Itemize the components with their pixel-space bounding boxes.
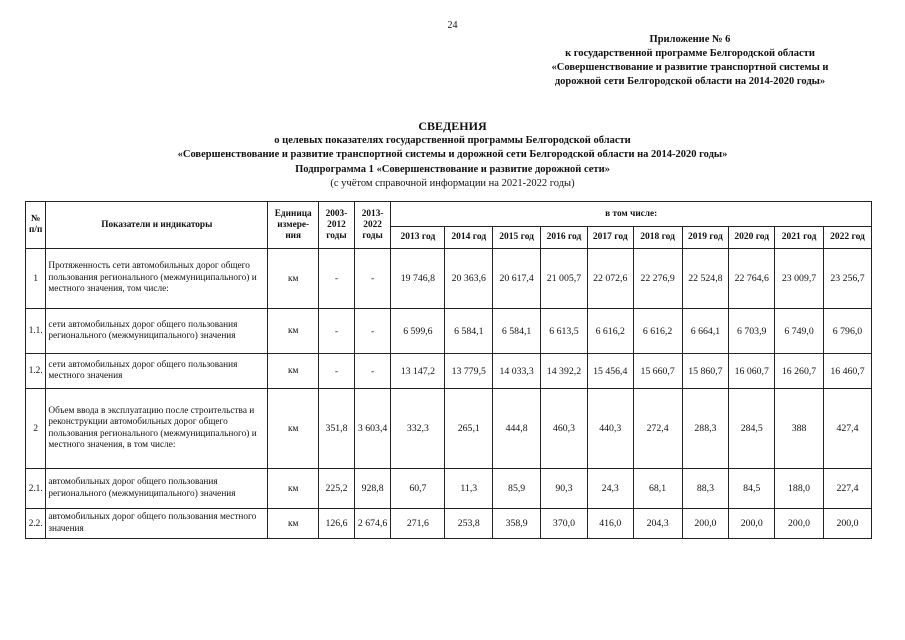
row-period-2-value: - — [354, 249, 391, 309]
table-row — [26, 469, 872, 509]
row-year-value: 332,3 — [391, 389, 445, 469]
row-year-value: 6 749,0 — [775, 309, 824, 354]
row-year-value: 416,0 — [587, 509, 633, 539]
row-unit: км — [268, 309, 319, 354]
row-unit: км — [268, 509, 319, 539]
appendix-line-3: «Совершенствование и развитие транспортной системы и — [551, 62, 829, 73]
title-line-4: (с учётом справочной информации на 2021-2022 годы) — [330, 178, 575, 189]
row-unit: км — [268, 389, 319, 469]
row-indicator-name: автомобильных дорог общего пользования регионального (межмуниципального) значения — [46, 469, 268, 509]
row-period-1-value: - — [319, 354, 355, 389]
row-year-value: 22 072,6 — [587, 249, 633, 309]
row-year-value: 14 033,3 — [493, 354, 541, 389]
row-year-value: 200,0 — [729, 509, 775, 539]
page-number: 24 — [447, 20, 458, 31]
row-year-value: 265,1 — [445, 389, 493, 469]
row-year-value: 6 613,5 — [541, 309, 588, 354]
row-year-value: 460,3 — [541, 389, 588, 469]
header-year: 2020 год — [729, 227, 775, 249]
row-indicator-name: Объем ввода в эксплуатацию после строительства и реконструкции автомобильных дорог общего пользования регионального (межмуниципального) и местного значения, в том числе: — [46, 389, 268, 469]
row-year-value: 6 616,2 — [633, 309, 682, 354]
row-indicator-name: сети автомобильных дорог общего пользования регионального (межмуниципального) значения — [46, 309, 268, 354]
header-year: 2022 год — [823, 227, 871, 249]
row-year-value: 15 660,7 — [633, 354, 682, 389]
row-year-value: 20 363,6 — [445, 249, 493, 309]
header-num: № п/п — [26, 202, 46, 249]
row-year-value: 6 664,1 — [682, 309, 729, 354]
header-year: 2016 год — [541, 227, 588, 249]
row-year-value: 13 779,5 — [445, 354, 493, 389]
row-year-value: 19 746,8 — [391, 249, 445, 309]
row-year-value: 6 703,9 — [729, 309, 775, 354]
title-heading: СВЕДЕНИЯ — [418, 119, 487, 133]
row-year-value: 427,4 — [823, 389, 871, 469]
row-period-2-value: - — [354, 354, 391, 389]
table-row — [26, 249, 872, 309]
row-year-value: 16 260,7 — [775, 354, 824, 389]
row-year-value: 253,8 — [445, 509, 493, 539]
row-number: 2 — [26, 389, 46, 469]
row-year-value: 90,3 — [541, 469, 588, 509]
row-year-value: 358,9 — [493, 509, 541, 539]
header-period-2: 2013-2022 годы — [354, 202, 391, 249]
row-period-1-value: - — [319, 309, 355, 354]
row-period-2-value: 928,8 — [354, 469, 391, 509]
table-row — [26, 309, 872, 354]
row-year-value: 200,0 — [775, 509, 824, 539]
row-year-value: 22 764,6 — [729, 249, 775, 309]
row-year-value: 272,4 — [633, 389, 682, 469]
row-year-value: 388 — [775, 389, 824, 469]
table-row — [26, 354, 872, 389]
row-unit: км — [268, 249, 319, 309]
row-year-value: 271,6 — [391, 509, 445, 539]
header-unit: Единица измере-ния — [268, 202, 319, 249]
header-year: 2014 год — [445, 227, 493, 249]
indicators-table — [25, 201, 872, 539]
appendix-header — [530, 33, 850, 89]
row-year-value: 21 005,7 — [541, 249, 588, 309]
row-indicator-name: Протяженность сети автомобильных дорог общего пользования регионального (межмуниципального) и местного значения, том числе: — [46, 249, 268, 309]
row-period-2-value: - — [354, 309, 391, 354]
appendix-line-2: к государственной программе Белгородской области — [565, 48, 815, 59]
row-year-value: 14 392,2 — [541, 354, 588, 389]
row-year-value: 440,3 — [587, 389, 633, 469]
row-year-value: 88,3 — [682, 469, 729, 509]
table-row — [26, 389, 872, 469]
row-year-value: 23 256,7 — [823, 249, 871, 309]
header-period-1: 2003-2012 годы — [319, 202, 355, 249]
header-indicator: Показатели и индикаторы — [46, 202, 268, 249]
row-indicator-name: сети автомобильных дорог общего пользования местного значения — [46, 354, 268, 389]
row-period-1-value: 351,8 — [319, 389, 355, 469]
row-year-value: 20 617,4 — [493, 249, 541, 309]
appendix-line-1: Приложение № 6 — [649, 34, 731, 45]
row-year-value: 22 276,9 — [633, 249, 682, 309]
row-year-value: 200,0 — [823, 509, 871, 539]
header-year: 2021 год — [775, 227, 824, 249]
appendix-line-4: дорожной сети Белгородской области на 2014-2020 годы» — [554, 76, 826, 87]
row-number: 1.1. — [26, 309, 46, 354]
row-year-value: 188,0 — [775, 469, 824, 509]
row-year-value: 85,9 — [493, 469, 541, 509]
row-year-value: 16 460,7 — [823, 354, 871, 389]
row-number: 2.1. — [26, 469, 46, 509]
row-year-value: 6 796,0 — [823, 309, 871, 354]
row-year-value: 60,7 — [391, 469, 445, 509]
row-year-value: 16 060,7 — [729, 354, 775, 389]
row-year-value: 84,5 — [729, 469, 775, 509]
row-year-value: 15 456,4 — [587, 354, 633, 389]
header-year: 2018 год — [633, 227, 682, 249]
row-unit: км — [268, 354, 319, 389]
row-year-value: 15 860,7 — [682, 354, 729, 389]
row-year-value: 227,4 — [823, 469, 871, 509]
row-year-value: 11,3 — [445, 469, 493, 509]
header-year: 2013 год — [391, 227, 445, 249]
title-line-3: Подпрограмма 1 «Совершенствование и развитие дорожной сети» — [295, 163, 610, 175]
row-year-value: 200,0 — [682, 509, 729, 539]
row-year-value: 22 524,8 — [682, 249, 729, 309]
row-year-value: 444,8 — [493, 389, 541, 469]
header-including: в том числе: — [391, 202, 872, 227]
row-period-1-value: 126,6 — [319, 509, 355, 539]
document-title — [0, 119, 905, 192]
row-year-value: 24,3 — [587, 469, 633, 509]
row-year-value: 23 009,7 — [775, 249, 824, 309]
row-year-value: 204,3 — [633, 509, 682, 539]
row-period-1-value: 225,2 — [319, 469, 355, 509]
row-year-value: 370,0 — [541, 509, 588, 539]
row-year-value: 6 616,2 — [587, 309, 633, 354]
row-year-value: 284,5 — [729, 389, 775, 469]
row-year-value: 6 599,6 — [391, 309, 445, 354]
row-period-2-value: 2 674,6 — [354, 509, 391, 539]
row-indicator-name: автомобильных дорог общего пользования местного значения — [46, 509, 268, 539]
row-year-value: 6 584,1 — [493, 309, 541, 354]
row-year-value: 68,1 — [633, 469, 682, 509]
header-year: 2019 год — [682, 227, 729, 249]
row-year-value: 13 147,2 — [391, 354, 445, 389]
title-line-1: о целевых показателях государственной программы Белгородской области — [274, 134, 631, 146]
row-number: 1.2. — [26, 354, 46, 389]
table-row — [26, 509, 872, 539]
row-unit: км — [268, 469, 319, 509]
row-period-1-value: - — [319, 249, 355, 309]
row-number: 2.2. — [26, 509, 46, 539]
row-period-2-value: 3 603,4 — [354, 389, 391, 469]
header-year: 2015 год — [493, 227, 541, 249]
title-line-2: «Совершенствование и развитие транспортной системы и дорожной сети Белгородской области на 2014-2020 годы» — [177, 149, 728, 160]
header-year: 2017 год — [587, 227, 633, 249]
row-number: 1 — [26, 249, 46, 309]
row-year-value: 288,3 — [682, 389, 729, 469]
row-year-value: 6 584,1 — [445, 309, 493, 354]
